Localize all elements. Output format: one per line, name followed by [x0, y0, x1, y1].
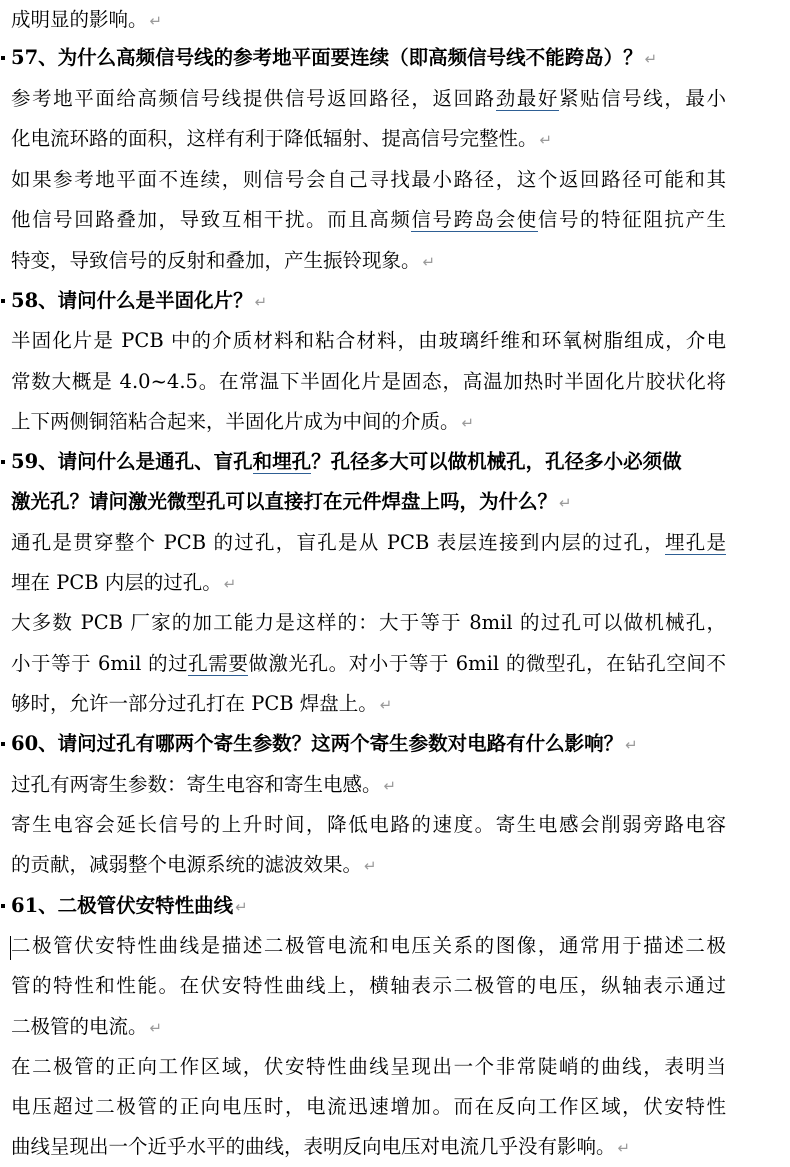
- paragraph-mark-icon: ↵: [149, 1019, 163, 1037]
- underlined-text: 孔需要: [188, 652, 249, 675]
- text-run: 二极管的电流。: [11, 1015, 148, 1038]
- paragraph-line: [11, 200, 726, 240]
- paragraph-mark-icon: ↵: [461, 414, 475, 432]
- section-heading-line: [11, 281, 726, 321]
- paragraph-line: [11, 1047, 726, 1087]
- paragraph-line: [11, 79, 726, 119]
- heading-marker: [1, 460, 5, 464]
- text-run: 59、请问什么是通孔、盲孔: [11, 450, 253, 473]
- paragraph-line: [11, 684, 726, 724]
- paragraph-line: [11, 160, 726, 200]
- paragraph-mark-icon: ↵: [223, 575, 237, 593]
- section-heading-line: [11, 442, 726, 482]
- text-run: 成明显的影响。: [11, 8, 148, 31]
- heading-marker: [1, 56, 5, 60]
- text-run: 埋在 PCB 内层的过孔。: [11, 571, 222, 594]
- text-run: 紧贴信号线，最小: [558, 87, 726, 110]
- text-run: 61、二极管伏安特性曲线: [11, 894, 234, 917]
- text-run: 半固化片是 PCB 中的介质材料和粘合材料，由玻璃纤维和环氧树脂组成，介电: [11, 329, 726, 352]
- text-run: 57、为什么高频信号线的参考地平面要连续（即高频信号线不能跨岛）？: [11, 46, 643, 69]
- text-run: 做激光孔。对小于等于 6mil 的微型孔，在钻孔空间不: [248, 652, 726, 675]
- paragraph-mark-icon: ↵: [617, 1139, 631, 1157]
- paragraph-line: [11, 523, 726, 563]
- text-run: 二极管伏安特性曲线是描述二极管电流和电压关系的图像，通常用于描述二极: [11, 934, 726, 957]
- text-run: 小于等于 6mil 的过: [11, 652, 189, 675]
- underlined-text: 埋孔是: [664, 531, 726, 554]
- text-run: 化电流环路的面积，这样有利于降低辐射、提高信号完整性。: [11, 127, 538, 150]
- paragraph-mark-icon: ↵: [559, 494, 572, 512]
- text-run: 常数大概是 4.0~4.5。在常温下半固化片是固态，高温加热时半固化片胶状化将: [11, 370, 726, 393]
- paragraph-line: [11, 402, 726, 442]
- paragraph-line: [11, 845, 726, 885]
- paragraph-line: [11, 644, 726, 684]
- text-run: 管的特性和性能。在伏安特性曲线上，横轴表示二极管的电压，纵轴表示通过: [11, 974, 726, 997]
- heading-marker: [1, 742, 5, 746]
- paragraph-line: [11, 603, 726, 643]
- text-run: 过孔有两寄生参数：寄生电容和寄生电感。: [11, 773, 382, 796]
- paragraph-mark-icon: ↵: [539, 131, 553, 149]
- paragraph-mark-icon: ↵: [364, 857, 377, 875]
- paragraph-mark-icon: ↵: [383, 777, 397, 795]
- text-cursor: [10, 936, 11, 960]
- text-run: 如果参考地平面不连续，则信号会自己寻找最小路径，这个返回路径可能和其: [11, 168, 726, 191]
- paragraph-line: [11, 0, 726, 40]
- paragraph-line: [11, 805, 726, 845]
- text-run: 上下两侧铜箔粘合起来，半固化片成为中间的介质。: [11, 410, 460, 433]
- paragraph-mark-icon: ↵: [149, 12, 163, 30]
- paragraph-line: [11, 1007, 726, 1047]
- text-run: 大多数 PCB 厂家的加工能力是这样的：大于等于 8mil 的过孔可以做机械孔，: [11, 611, 726, 634]
- underlined-text: 劲最好: [495, 87, 559, 110]
- underlined-text: 和埋孔: [252, 450, 312, 473]
- section-heading-line: [11, 482, 726, 522]
- underlined-text: 信号跨岛会使: [411, 208, 538, 231]
- paragraph-line: [11, 966, 726, 1006]
- paragraph-line: [11, 119, 726, 159]
- text-run: 电压超过二极管的正向电压时，电流迅速增加。而在反向工作区域，伏安特性: [11, 1095, 726, 1118]
- paragraph-line: [11, 765, 726, 805]
- paragraph-mark-icon: ↵: [379, 696, 393, 714]
- text-run: 够时，允许一部分过孔打在 PCB 焊盘上。: [11, 692, 378, 715]
- section-heading-line: [11, 886, 726, 926]
- text-run: 激光孔？请问激光微型孔可以直接打在元件焊盘上吗，为什么？: [11, 490, 558, 513]
- text-run: 寄生电容会延长信号的上升时间，降低电路的速度。寄生电感会削弱旁路电容: [11, 813, 726, 836]
- text-run: ？孔径多大可以做机械孔，孔径多小必须做: [311, 450, 682, 473]
- paragraph-line: [11, 362, 726, 402]
- paragraph-mark-icon: ↵: [235, 898, 248, 916]
- text-run: 60、请问过孔有哪两个寄生参数？这两个寄生参数对电路有什么影响？: [11, 732, 624, 755]
- text-run: 特变，导致信号的反射和叠加，产生振铃现象。: [11, 249, 421, 272]
- paragraph-mark-icon: ↵: [625, 736, 638, 754]
- section-heading-line: [11, 38, 726, 78]
- text-run: 参考地平面给高频信号线提供信号返回路径，返回路: [11, 87, 496, 110]
- paragraph-mark-icon: ↵: [644, 50, 658, 68]
- paragraph-line: [11, 1127, 726, 1167]
- section-heading-line: [11, 724, 726, 764]
- text-run: 他信号回路叠加，导致互相干扰。而且高频: [11, 208, 412, 231]
- heading-marker: [1, 299, 5, 303]
- text-run: 通孔是贯穿整个 PCB 的过孔，盲孔是从 PCB 表层连接到内层的过孔，: [11, 531, 665, 554]
- text-run: 在二极管的正向工作区域，伏安特性曲线呈现出一个非常陡峭的曲线，表明当: [11, 1055, 726, 1078]
- paragraph-line: [11, 926, 726, 966]
- text-run: 的贡献，减弱整个电源系统的滤波效果。: [11, 853, 363, 876]
- text-run: 58、请问什么是半固化片？: [11, 289, 253, 312]
- text-run: 曲线呈现出一个近乎水平的曲线，表明反向电压对电流几乎没有影响。: [11, 1135, 616, 1158]
- paragraph-line: [11, 1087, 726, 1127]
- paragraph-line: [11, 321, 726, 361]
- paragraph-mark-icon: ↵: [422, 253, 436, 271]
- paragraph-mark-icon: ↵: [254, 293, 268, 311]
- text-run: 信号的特征阻抗产生: [537, 208, 726, 231]
- paragraph-line: [11, 563, 726, 603]
- heading-marker: [1, 904, 5, 908]
- paragraph-line: [11, 241, 726, 281]
